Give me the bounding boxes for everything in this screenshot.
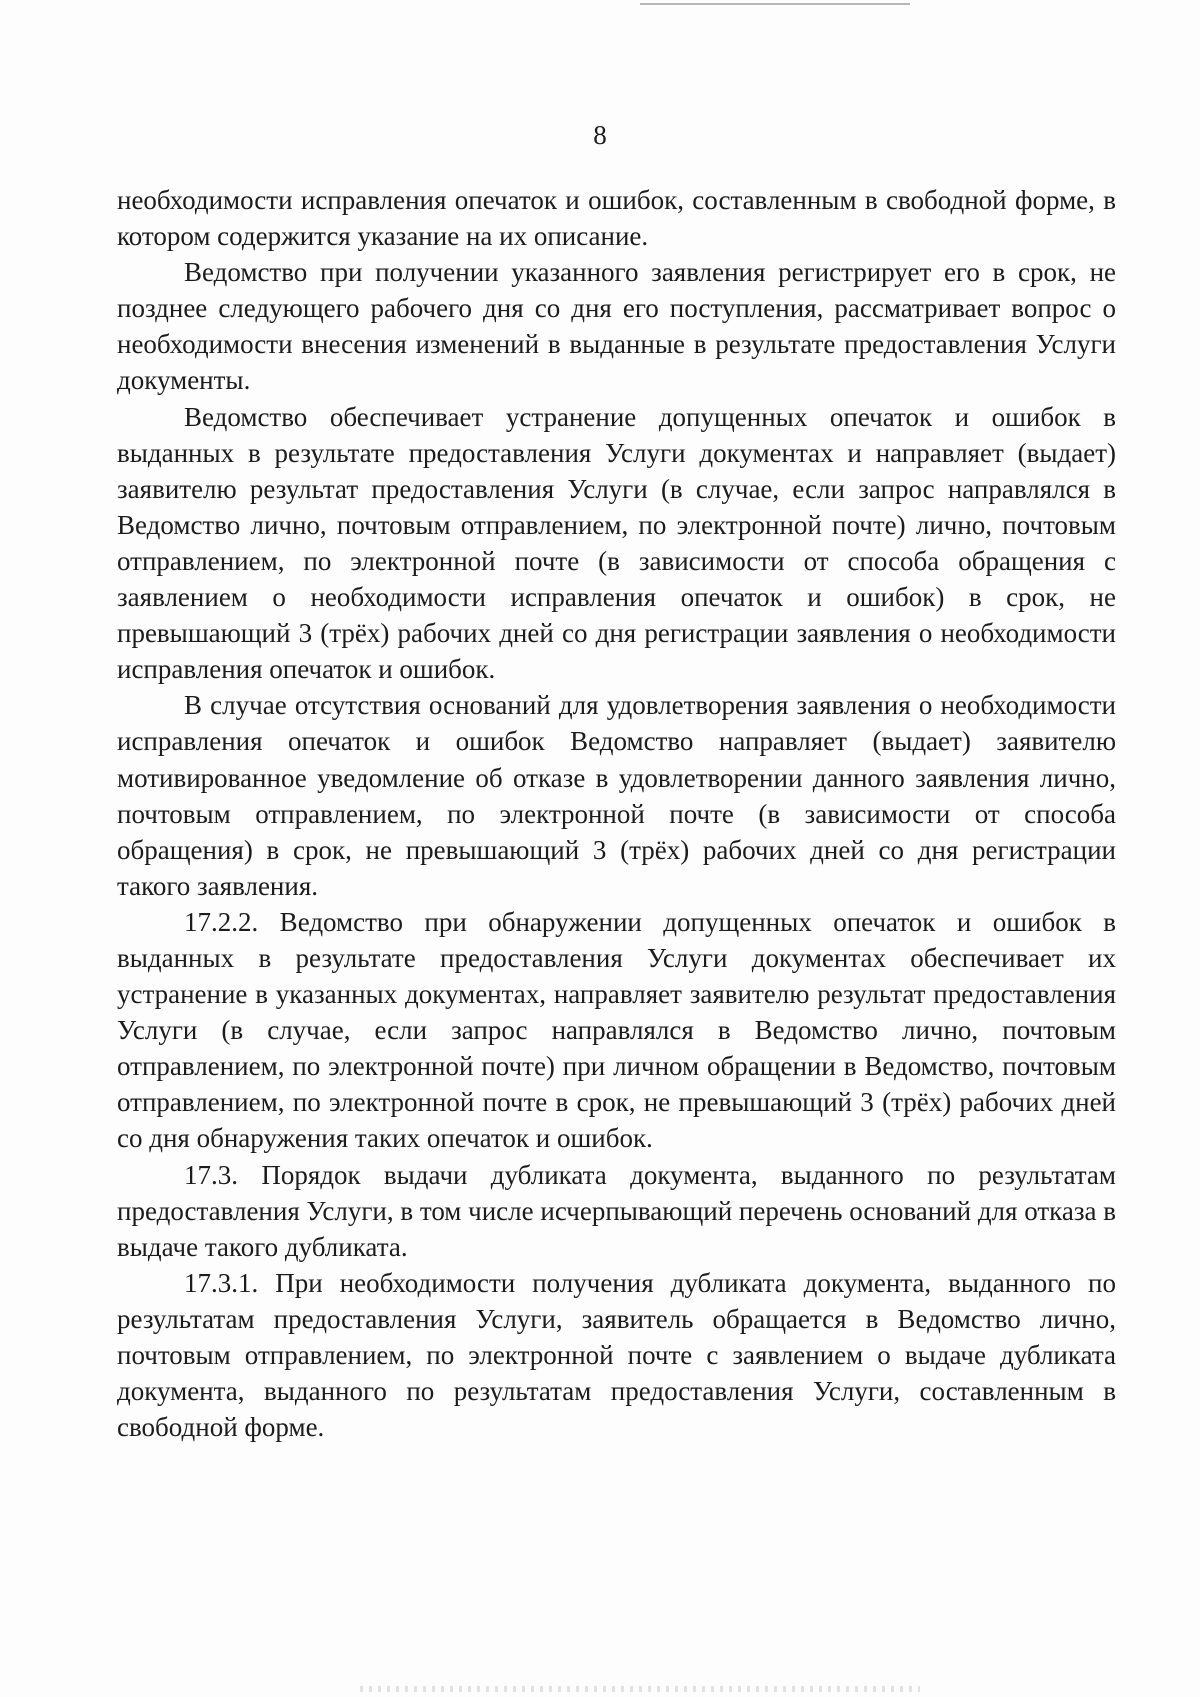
paragraph-registration: Ведомство при получении указанного заявления регистрирует его в срок, не позднее следующего рабочего дня со дня его поступления, рассматривает вопрос о необходимости внесения изменений в выданные в результате предоставления Услуги документы. bbox=[117, 257, 1116, 396]
document-body bbox=[117, 182, 1116, 1445]
page-number: 8 bbox=[593, 120, 607, 150]
paragraph-17-3-1: 17.3.1. При необходимости получения дубликата документа, выданного по результатам предоставления Услуги, заявитель обращается в Ведомство лично, почтовым отправлением, по электронной почте с заявлением о выдаче дубликата документа, выданного по результатам предоставления Услуги, составленным в свободной форме. bbox=[117, 1267, 1116, 1443]
scan-artifact-top bbox=[640, 0, 910, 5]
paragraph-17-2-2: 17.2.2. Ведомство при обнаружении допущенных опечаток и ошибок в выданных в результате предоставления Услуги документах обеспечивает их устранение в указанных документах, направляет заявителю результат предоставления Услуги (в случае, если запрос направлялся в Ведомство лично, почтовым отправлением, по электронной почте) при личном обращении в Ведомство, почтовым отправлением, по электронной почте в срок, не превышающий 3 (трёх) рабочих дней со дня обнаружения таких опечаток и ошибок. bbox=[117, 906, 1116, 1154]
paragraph-refusal: В случае отсутствия оснований для удовлетворения заявления о необходимости исправления опечаток и ошибок Ведомство направляет (выдает) заявителю мотивированное уведомление об отказе в удовлетворении данного заявления лично, почтовым отправлением, по электронной почте (в зависимости от способа обращения) в срок, не превышающий 3 (трёх) рабочих дней со дня регистрации такого заявления. bbox=[117, 690, 1116, 901]
paragraph-17-3: 17.3. Порядок выдачи дубликата документа, выданного по результатам предоставления Услуги, в том числе исчерпывающий перечень оснований для отказа в выдаче такого дубликата. bbox=[117, 1159, 1116, 1262]
scan-artifact-bottom bbox=[360, 1686, 920, 1692]
paragraph-correction: Ведомство обеспечивает устранение допущенных опечаток и ошибок в выданных в результате предоставления Услуги документах и направляет (выдает) заявителю результат предоставления Услуги (в случае, если запрос направлялся в Ведомство лично, почтовым отправлением, по электронной почте) лично, почтовым отправлением, по электронной почте (в зависимости от способа обращения с заявлением о необходимости исправления опечаток и ошибок) в срок, не превышающий 3 (трёх) рабочих дней со дня регистрации заявления о необходимости исправления опечаток и ошибок. bbox=[117, 401, 1116, 685]
paragraph-continuation: необходимости исправления опечаток и ошибок, составленным в свободной форме, в котором содержится указание на их описание. bbox=[117, 185, 1116, 252]
